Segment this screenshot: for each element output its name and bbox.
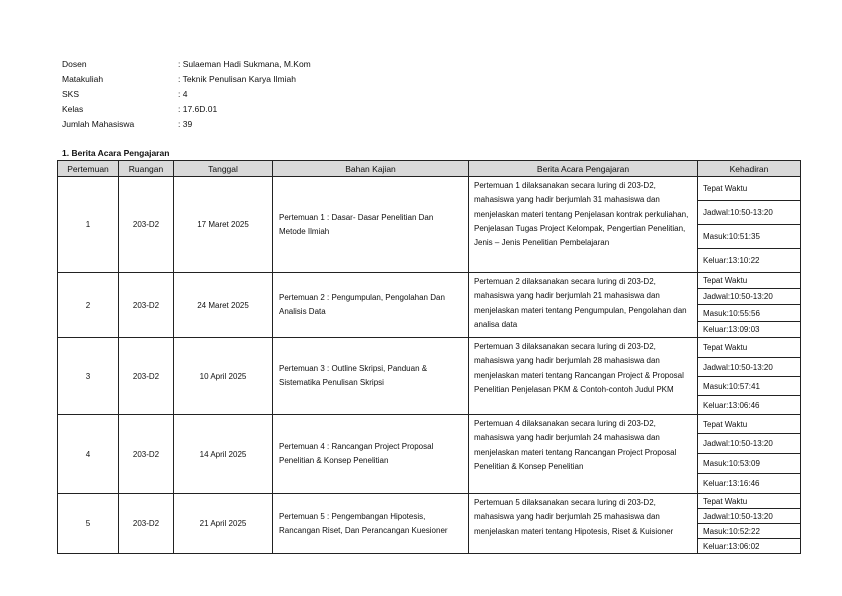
table-row xyxy=(58,177,801,201)
cell-bahan-kajian: Pertemuan 2 : Pengumpulan, Pengolahan Dan Analisis Data xyxy=(273,273,469,338)
cell-pertemuan: 4 xyxy=(58,415,119,494)
cell-ruangan: 203-D2 xyxy=(119,177,174,273)
info-value: : 17.6D.01 xyxy=(178,104,218,114)
cell-kehadiran-status: Tepat Waktu xyxy=(698,177,801,201)
header-berita-acara: Berita Acara Pengajaran xyxy=(469,161,698,177)
cell-bahan-kajian: Pertemuan 3 : Outline Skripsi, Panduan & Sistematika Penulisan Skripsi xyxy=(273,338,469,415)
info-value: : 39 xyxy=(178,119,193,129)
cell-bahan-kajian: Pertemuan 1 : Dasar- Dasar Penelitian Dan Metode Ilmiah xyxy=(273,177,469,273)
cell-kehadiran-jadwal: Jadwal:10:50-13:20 xyxy=(698,201,801,225)
table-row xyxy=(58,273,801,289)
cell-kehadiran-jadwal: Jadwal:10:50-13:20 xyxy=(698,289,801,305)
cell-bahan-kajian: Pertemuan 4 : Rancangan Project Proposal Penelitian & Konsep Penelitian xyxy=(273,415,469,494)
info-label: Jumlah Mahasiswa xyxy=(62,119,135,129)
cell-kehadiran-keluar: Keluar:13:10:22 xyxy=(698,249,801,273)
info-row-dosen xyxy=(62,57,311,72)
header-kehadiran: Kehadiran xyxy=(698,161,801,177)
cell-kehadiran-keluar: Keluar:13:09:03 xyxy=(698,322,801,338)
cell-pertemuan: 2 xyxy=(58,273,119,338)
cell-kehadiran-keluar: Keluar:13:06:46 xyxy=(698,396,801,415)
cell-pertemuan: 3 xyxy=(58,338,119,415)
header-bahan-kajian: Bahan Kajian xyxy=(273,161,469,177)
info-label: SKS xyxy=(62,89,80,99)
cell-bahan-kajian: Pertemuan 5 : Pengembangan Hipotesis, Rancangan Riset, Dan Perancangan Kuesioner xyxy=(273,494,469,554)
course-info xyxy=(62,57,311,132)
info-row-sks xyxy=(62,87,311,102)
info-value: : 4 xyxy=(178,89,188,99)
cell-berita-acara: Pertemuan 4 dilaksanakan secara luring di 203-D2, mahasiswa yang hadir berjumlah 24 mahasiswa dan menjelaskan materi tentang Rancangan Project Proposal Penelitian & Konsep Penelitian xyxy=(469,415,698,494)
cell-kehadiran-jadwal: Jadwal:10:50-13:20 xyxy=(698,434,801,454)
table-header-row xyxy=(58,161,801,177)
info-label: Matakuliah xyxy=(62,74,104,84)
table-row xyxy=(58,494,801,509)
table-row xyxy=(58,415,801,434)
cell-kehadiran-keluar: Keluar:13:16:46 xyxy=(698,474,801,494)
cell-tanggal: 10 April 2025 xyxy=(174,338,273,415)
cell-tanggal: 24 Maret 2025 xyxy=(174,273,273,338)
cell-pertemuan: 5 xyxy=(58,494,119,554)
cell-tanggal: 21 April 2025 xyxy=(174,494,273,554)
section-title: 1. Berita Acara Pengajaran xyxy=(62,148,170,158)
info-value: : Teknik Penulisan Karya Ilmiah xyxy=(178,74,296,84)
cell-kehadiran-status: Tepat Waktu xyxy=(698,415,801,434)
teaching-record-table xyxy=(57,160,801,554)
cell-pertemuan: 1 xyxy=(58,177,119,273)
cell-ruangan: 203-D2 xyxy=(119,273,174,338)
info-row-kelas xyxy=(62,102,311,117)
header-pertemuan: Pertemuan xyxy=(58,161,119,177)
cell-kehadiran-masuk: Masuk:10:53:09 xyxy=(698,454,801,474)
cell-berita-acara: Pertemuan 2 dilaksanakan secara luring di 203-D2, mahasiswa yang hadir berjumlah 21 mahasiswa dan menjelaskan materi tentang Pengumpulan, Pengolahan dan analisa data xyxy=(469,273,698,338)
cell-kehadiran-masuk: Masuk:10:51:35 xyxy=(698,225,801,249)
info-label: Kelas xyxy=(62,104,84,114)
cell-tanggal: 14 April 2025 xyxy=(174,415,273,494)
cell-kehadiran-jadwal: Jadwal:10:50-13:20 xyxy=(698,509,801,524)
cell-tanggal: 17 Maret 2025 xyxy=(174,177,273,273)
cell-kehadiran-keluar: Keluar:13:06:02 xyxy=(698,539,801,554)
info-value: : Sulaeman Hadi Sukmana, M.Kom xyxy=(178,59,311,69)
cell-kehadiran-status: Tepat Waktu xyxy=(698,338,801,358)
cell-berita-acara: Pertemuan 3 dilaksanakan secara luring di 203-D2, mahasiswa yang hadir berjumlah 28 mahasiswa dan menjelaskan materi tentang Rancangan Project & Proposal Penelitian Penjelasan PKM & Contoh-contoh Judul PKM xyxy=(469,338,698,415)
cell-ruangan: 203-D2 xyxy=(119,338,174,415)
cell-kehadiran-masuk: Masuk:10:55:56 xyxy=(698,305,801,322)
header-tanggal: Tanggal xyxy=(174,161,273,177)
cell-berita-acara: Pertemuan 5 dilaksanakan secara luring di 203-D2, mahasiswa yang hadir berjumlah 25 mahasiswa dan menjelaskan materi tentang Hipotesis, Riset & Kuisioner xyxy=(469,494,698,554)
cell-kehadiran-jadwal: Jadwal:10:50-13:20 xyxy=(698,358,801,377)
info-row-jumlah xyxy=(62,117,311,132)
table-row xyxy=(58,338,801,358)
cell-ruangan: 203-D2 xyxy=(119,415,174,494)
info-label: Dosen xyxy=(62,59,87,69)
cell-kehadiran-status: Tepat Waktu xyxy=(698,494,801,509)
cell-kehadiran-masuk: Masuk:10:57:41 xyxy=(698,377,801,396)
cell-ruangan: 203-D2 xyxy=(119,494,174,554)
cell-berita-acara: Pertemuan 1 dilaksanakan secara luring di 203-D2, mahasiswa yang hadir berjumlah 31 mahasiswa dan menjelaskan materi tentang Penjelasan kontrak perkuliahan, Penjelasan Tugas Project Kelompak, Pengertian Penelitian, Jenis – Jenis Penelitian Pembelajaran xyxy=(469,177,698,273)
info-row-matakuliah xyxy=(62,72,311,87)
header-ruangan: Ruangan xyxy=(119,161,174,177)
cell-kehadiran-masuk: Masuk:10:52:22 xyxy=(698,524,801,539)
cell-kehadiran-status: Tepat Waktu xyxy=(698,273,801,289)
